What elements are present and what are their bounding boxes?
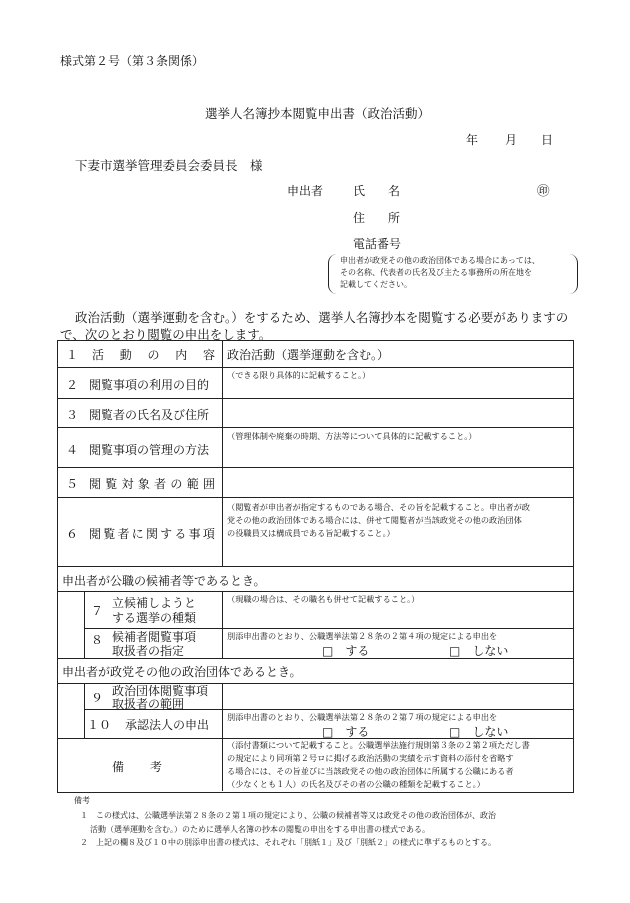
row7-label: 立候補しようと する選挙の種類 [112,596,197,625]
seal-mark: ㊞ [537,183,550,198]
row10-option-yes[interactable]: □ する [322,725,370,739]
row2-label: 閲覧事項の利用の目的 [89,378,210,392]
section-party: 申出者が政党その他の政治団体であるとき。 [62,665,302,679]
applicant-note: 申出者が政党その他の政治団体である場合にあっては、 その名称、代表者の氏名及び主たる事務所の所在地を 記載してください。 [340,256,540,289]
row8-number: ８ [91,633,104,647]
row5-number: ５ [66,477,79,491]
page-title: 選挙人名簿抄本閲覧申出書（政治活動） [205,106,431,121]
addressee: 下妻市選挙管理委員会委員長 様 [75,158,263,173]
row3-number: ３ [66,408,79,422]
address-label: 住 所 [353,211,400,225]
row5-label: 閲 覧 対 象 者 の 範 囲 [89,477,215,491]
row10-note: 別添申出書のとおり、公職選挙法第２８条の２第７項の規定による申出を [227,712,498,722]
footnote-heading: 備考 [74,796,90,805]
row6-note: （閲覧者が申出者が指定するものである場合、その旨を記載すること。申出者が政 党その他の政治団体である場合には、併せて閲覧者が当該政党その他の政治団体 の役職員又は構成員である旨記載すること。） [227,502,530,538]
row6-label: 閲 覧 者 に 関 す る 事 項 [89,527,215,541]
form-number: 様式第２号（第３条関係） [60,54,205,68]
intro-line-2: で、次のとおり閲覧の申出をします。 [60,327,272,342]
row2-number: ２ [66,378,79,392]
intro-line-1: 政治活動（選挙運動を含む。）をするため、選挙人名簿抄本を閲覧する必要がありますの [75,310,569,325]
row10-number: １０ [87,718,112,732]
remarks-note: （添付書類について記載すること。公職選挙法施行規則第３条の２第２項ただし書 の規定により同項第２号ロに掲げる政治活動の実績を示す資料の添付を省略す る場合には、その旨並びに当該政党その他の政治団体に所属する公職にある者 （少なくとも１人）の氏名及びその者の公職の種類を記載すること。） [227,740,530,789]
row10-option-no[interactable]: □ しない [449,725,509,739]
name-label: 氏 名 [353,184,400,198]
row8-option-no[interactable]: □ しない [449,644,509,658]
footnote-2: ２ 上記の欄８及び１０中の別添申出書の様式は、それぞれ「別紙１」及び「別紙２」の様式に準ずるものとする。 [80,838,496,847]
row2-note: （できる限り具体的に記載すること。） [227,370,371,380]
row8-label: 候補者閲覧事項 取扱者の指定 [112,630,197,658]
row4-label: 閲覧事項の管理の方法 [89,443,210,457]
row6-number: ６ [66,527,79,541]
row1-label: 活 動 の 内 容 [92,348,215,362]
date-day: 日 [541,133,554,147]
row4-number: ４ [66,443,79,457]
row9-label: 政治団体閲覧事項 取扱者の範囲 [112,684,209,711]
row8-option-yes[interactable]: □ する [322,644,370,658]
date-year: 年 [466,133,479,147]
row1-number: １ [66,348,79,362]
applicant-label: 申出者 [287,184,324,198]
row7-number: ７ [91,604,104,618]
row7-note: （現職の場合は、その職名も併せて記載すること。） [227,594,420,604]
row3-label: 閲覧者の氏名及び住所 [89,408,210,422]
section-candidate: 申出者が公職の候補者等であるとき。 [62,574,266,588]
row10-label: 承認法人の申出 [125,718,210,732]
footnote-1: １ この様式は、公職選挙法第２８条の２第１項の規定により、公職の候補者等又は政党その他の政治団体が、政治 活動（選挙運動を含む。）のために選挙人名簿の抄本の閲覧の申出をする申出書の様式である。 [80,811,496,834]
phone-label: 電話番号 [353,237,402,251]
row4-note: （管理体制や廃棄の時期、方法等について具体的に記載すること。） [227,431,477,441]
row9-number: ９ [91,691,104,705]
row1-value: 政治活動（選挙運動を含む。） [227,348,390,362]
row8-note: 別添申出書のとおり、公職選挙法第２８条の２第４項の規定による申出を [227,631,498,641]
remarks-label: 備 考 [112,760,162,774]
date-month: 月 [505,133,518,147]
